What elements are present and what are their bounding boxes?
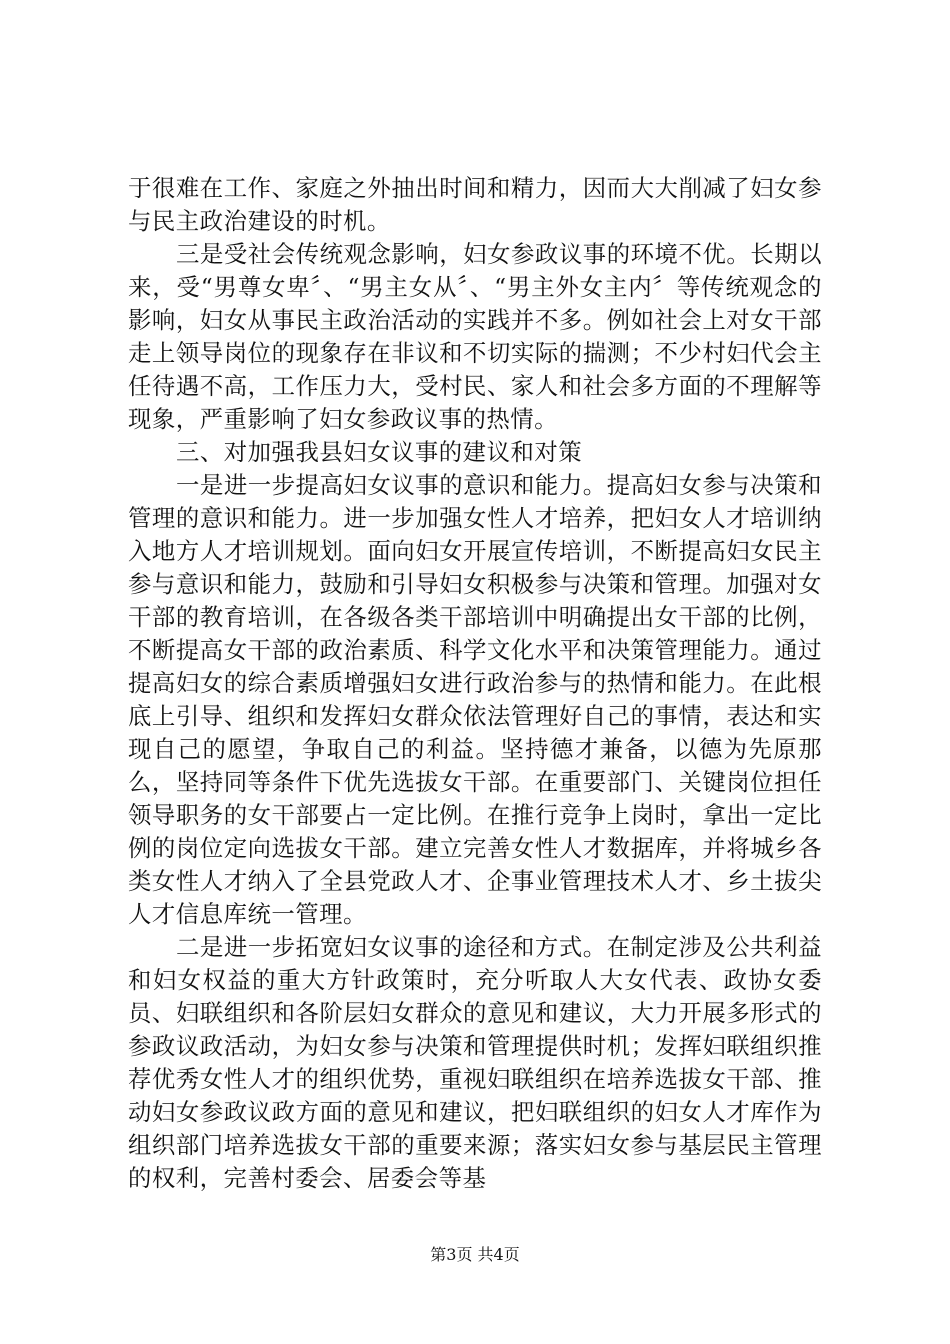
document-body [128,172,822,1195]
paragraph-continuation: 于很难在工作、家庭之外抽出时间和精力，因而大大削减了妇女参与民主政治建设的时机。 [128,174,822,235]
page-footer [0,1244,950,1266]
paragraph-improve-awareness: 一是进一步提高妇女议事的意识和能力。提高妇女参与决策和管理的意识和能力。进一步加强女性人才培养，把妇女人才培训纳入地方人才培训规划。面向妇女开展宣传培训，不断提高妇女民主参与意识和能力，鼓励和引导妇女积极参与决策和管理。加强对女干部的教育培训，在各级各类干部培训中明确提出女干部的比例，不断提高女干部的政治素质、科学文化水平和决策管理能力。通过提高妇女的综合素质增强妇女进行政治参与的热情和能力。在此根底上引导、组织和发挥妇女群众依法管理好自己的事情，表达和实现自己的愿望，争取自己的利益。坚持德才兼备，以德为先原那么，坚持同等条件下优先选拔女干部。在重要部门、关键岗位担任领导职务的女干部要占一定比例。在推行竞争上岗时，拿出一定比例的岗位定向选拔女干部。建立完善女性人才数据库，并将城乡各类女性人才纳入了全县党政人才、企事业管理技术人才、乡土拔尖人才信息库统一管理。 [128,471,822,928]
paragraph-broaden-channels: 二是进一步拓宽妇女议事的途径和方式。在制定涉及公共利益和妇女权益的重大方针政策时，充分听取人大女代表、政协女委员、妇联组织和各阶层妇女群众的意见和建议，大力开展多形式的参政议政活动，为妇女参与决策和管理提供时机；发挥妇联组织推荐优秀女性人才的组织优势，重视妇联组织在培养选拔女干部、推动妇女参政议政方面的意见和建议，把妇联组织的妇女人才库作为组织部门培养选拔女干部的重要来源；落实妇女参与基层民主管理的权利，完善村委会、居委会等基 [128,933,822,1192]
section-heading-suggestions: 三、对加强我县妇女议事的建议和对策 [176,438,583,466]
page-number: 第3页 共4页 [430,1245,520,1264]
paragraph-traditional-views: 三是受社会传统观念影响，妇女参政议事的环境不优。长期以来，受“男尊女卑〞、“男主女从〞、“男主外女主内〞等传统观念的影响，妇女从事民主政治活动的实践并不多。例如社会上对女干部走上领导岗位的现象存在非议和不切实际的揣测；不少村妇代会主任待遇不高，工作压力大，受村民、家人和社会多方面的不理解等现象，严重影响了妇女参政议事的热情。 [128,240,822,433]
